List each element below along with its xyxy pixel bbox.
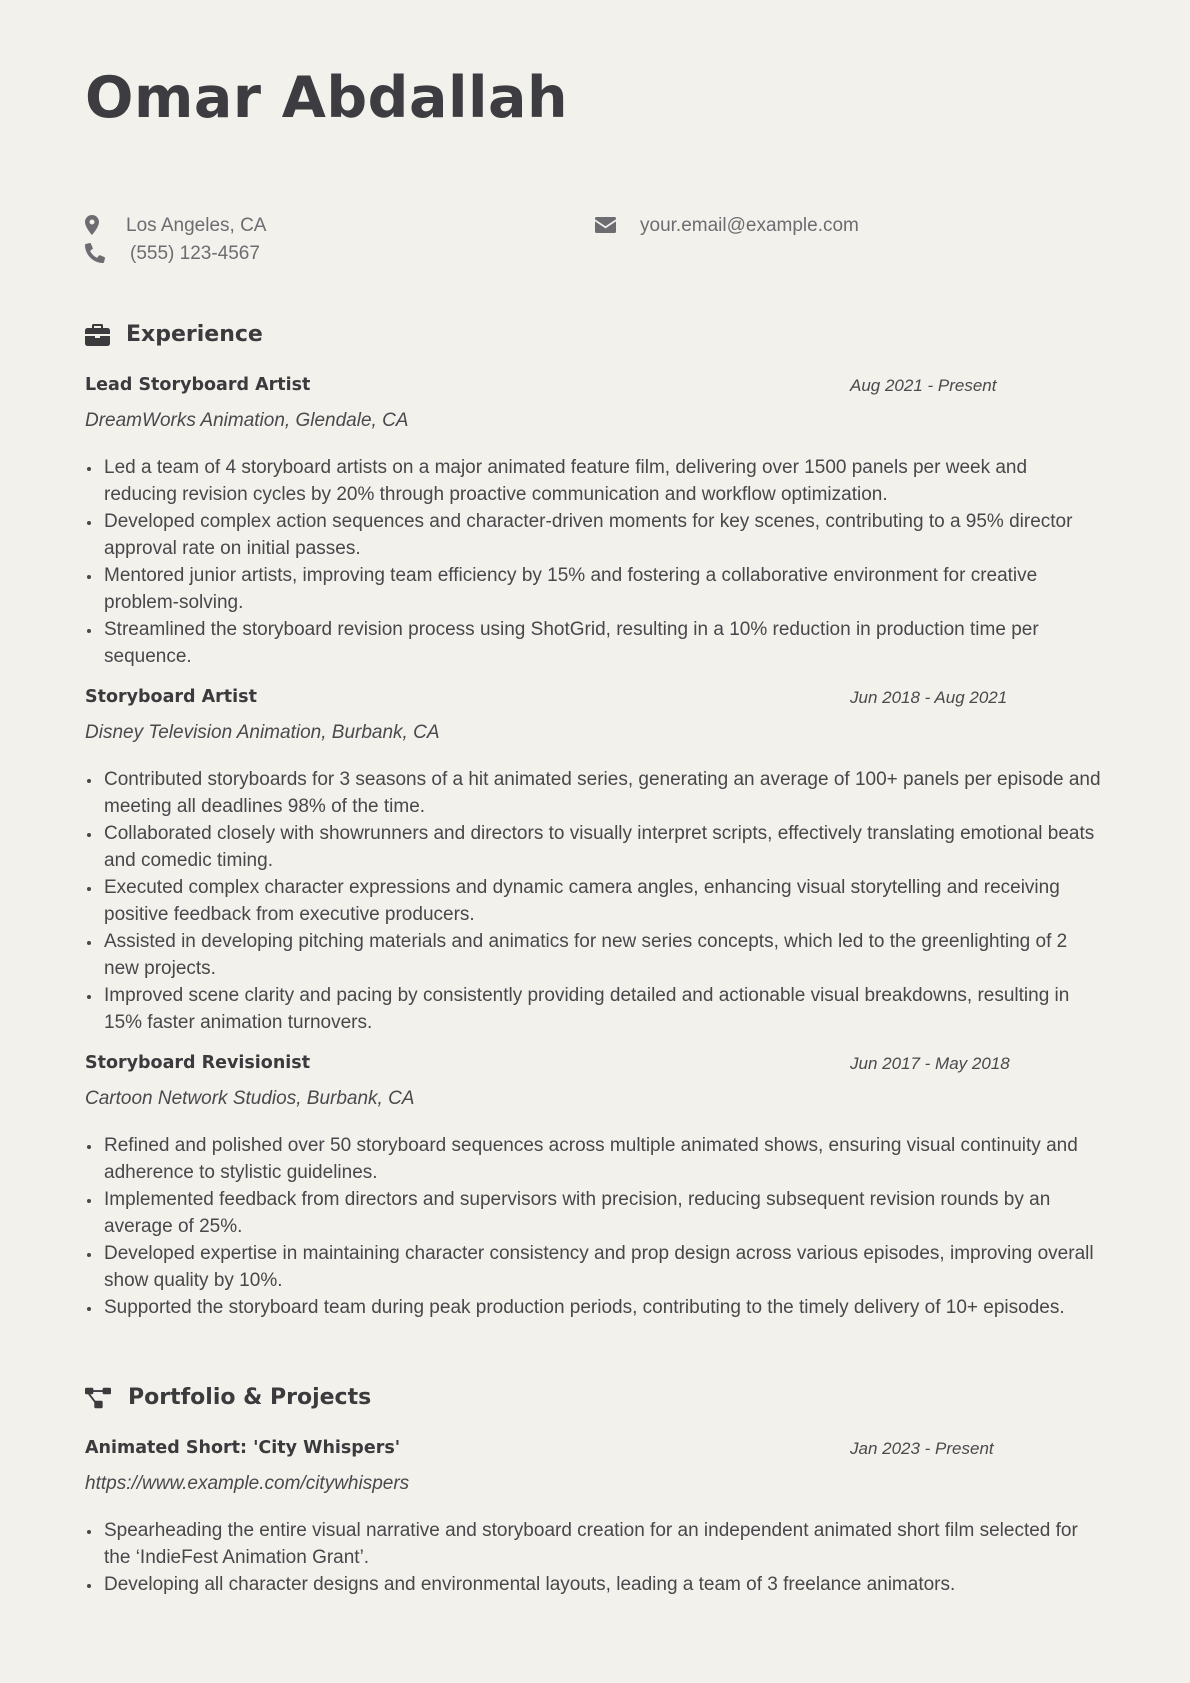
project-diagram-icon [85, 1386, 111, 1410]
bullet-item: Developed complex action sequences and character-driven moments for key scenes, contributing to a 95% director approval rate on initial passes. [85, 508, 1105, 562]
projects-heading-text: Portfolio & Projects [128, 1385, 372, 1410]
job-bullets [85, 1132, 1105, 1321]
job-bullets [85, 766, 1105, 1036]
job-bullets [85, 454, 1105, 670]
briefcase-icon [85, 323, 111, 347]
envelope-icon [595, 214, 617, 236]
project-title: Animated Short: 'City Whispers' [85, 1438, 401, 1458]
job-date: Jun 2017 - May 2018 [850, 1054, 1010, 1073]
bullet-item: Developed expertise in maintaining character consistency and prop design across various episodes, improving overall show quality by 10%. [85, 1240, 1105, 1294]
bullet-item: Collaborated closely with showrunners and directors to visually interpret scripts, effectively translating emotional beats and comedic timing. [85, 820, 1105, 874]
bullet-item: Streamlined the storyboard revision process using ShotGrid, resulting in a 10% reduction in production time per sequence. [85, 616, 1105, 670]
project-bullets [85, 1517, 1105, 1598]
bullet-item: Supported the storyboard team during peak production periods, contributing to the timely delivery of 10+ episodes. [85, 1294, 1105, 1321]
contact-location [85, 214, 266, 236]
bullet-item: Assisted in developing pitching materials and animatics for new series concepts, which led to the greenlighting of 2 new projects. [85, 928, 1105, 982]
bullet-item: Mentored junior artists, improving team efficiency by 15% and fostering a collaborative environment for creative problem-solving. [85, 562, 1105, 616]
bullet-item: Executed complex character expressions and dynamic camera angles, enhancing visual storytelling and receiving positive feedback from executive producers. [85, 874, 1105, 928]
job-date: Aug 2021 - Present [850, 376, 997, 395]
bullet-item: Led a team of 4 storyboard artists on a major animated feature film, delivering over 1500 panels per week and reducing revision cycles by 20% through proactive communication and workflow optimization. [85, 454, 1105, 508]
phone-icon [85, 242, 107, 264]
bullet-item: Improved scene clarity and pacing by consistently providing detailed and actionable visual breakdowns, resulting in 15% faster animation turnovers. [85, 982, 1105, 1036]
bullet-item: Spearheading the entire visual narrative and storyboard creation for an independent animated short film selected for the ‘IndieFest Animation Grant’. [85, 1517, 1105, 1571]
location-text: Los Angeles, CA [126, 214, 267, 236]
map-marker-icon [85, 214, 107, 236]
bullet-item: Implemented feedback from directors and supervisors with precision, reducing subsequent revision rounds by an average of 25%. [85, 1186, 1105, 1240]
project-date: Jan 2023 - Present [850, 1439, 994, 1458]
job-title: Storyboard Artist [85, 687, 257, 707]
experience-heading-text: Experience [126, 322, 263, 347]
job-title: Lead Storyboard Artist [85, 375, 311, 395]
job-date: Jun 2018 - Aug 2021 [850, 688, 1008, 707]
project-link[interactable]: https://www.example.com/citywhispers [85, 1473, 410, 1494]
job-title: Storyboard Revisionist [85, 1053, 311, 1073]
job-company: Cartoon Network Studios, Burbank, CA [85, 1088, 415, 1109]
email-link[interactable]: your.email@example.com [640, 214, 859, 236]
phone-text: (555) 123-4567 [130, 242, 260, 264]
candidate-name: Omar Abdallah [85, 65, 569, 131]
contact-email [595, 214, 859, 236]
job-company: DreamWorks Animation, Glendale, CA [85, 410, 409, 431]
projects-heading [85, 1385, 371, 1410]
experience-heading [85, 322, 263, 347]
contact-phone [85, 242, 260, 264]
job-company: Disney Television Animation, Burbank, CA [85, 722, 440, 743]
bullet-item: Contributed storyboards for 3 seasons of a hit animated series, generating an average of 100+ panels per episode and meeting all deadlines 98% of the time. [85, 766, 1105, 820]
bullet-item: Developing all character designs and environmental layouts, leading a team of 3 freelance animators. [85, 1571, 1105, 1598]
bullet-item: Refined and polished over 50 storyboard sequences across multiple animated shows, ensuring visual continuity and adherence to stylistic guidelines. [85, 1132, 1105, 1186]
